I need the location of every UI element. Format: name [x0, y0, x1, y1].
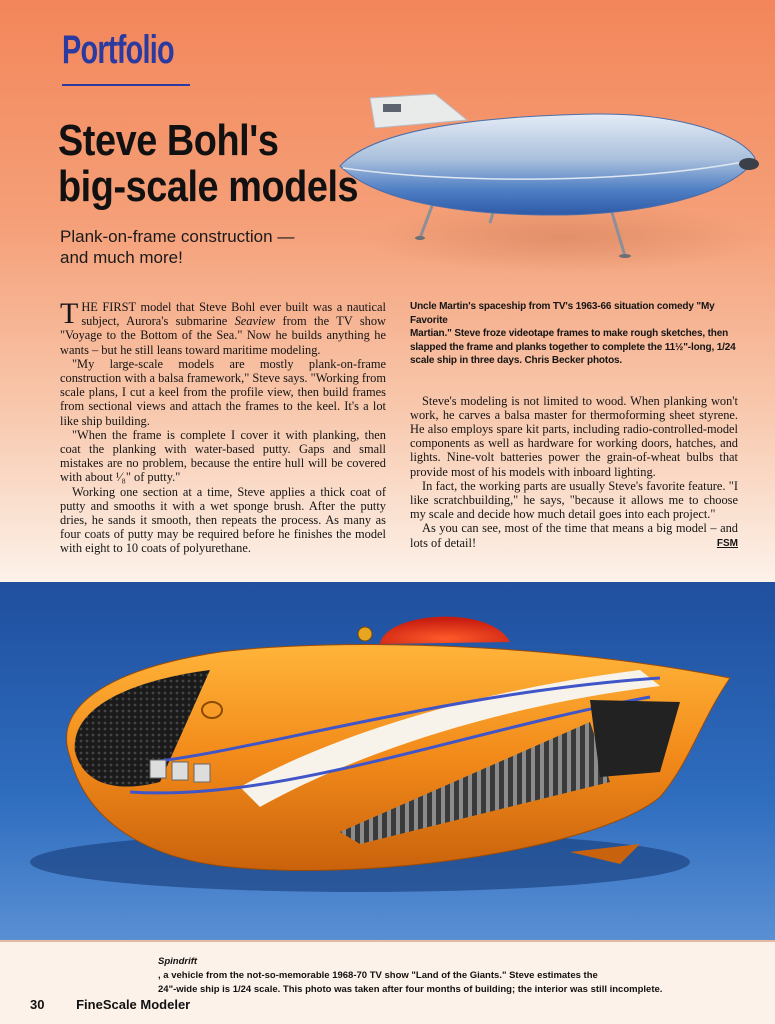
spindrift-vent — [194, 764, 210, 782]
spaceship-fin-window — [383, 104, 401, 112]
caption-band — [0, 940, 775, 942]
spindrift-vent — [150, 760, 166, 778]
spindrift-caption — [158, 955, 678, 997]
headline-line-2: big-scale models — [58, 162, 359, 211]
article-paragraph: "My large-scale models are mostly plank-on-frame construction with a balsa framework," Steve says. "Working from scale plans, I cut a keel from the profile view, then build frames from sectional views and attach the frames to the keel. It's a lot like ship building. — [60, 356, 386, 428]
caption-line-1: Spindrift , a vehicle from the not-so-memorable 1968-70 TV show "Land of the Giants." Steve estimates the — [158, 956, 598, 981]
article-paragraph: In fact, the working parts are usually Steve's favorite feature. "I like scratchbuilding," he says, "because it allows me to choose my scale and decide how much detail goes into each project." — [410, 478, 738, 522]
subhead-line-1: Plank-on-frame construction — — [60, 227, 295, 246]
subhead — [60, 226, 294, 268]
spindrift-photo — [0, 582, 775, 942]
spaceship-exhaust — [739, 158, 759, 170]
drop-cap: T — [60, 297, 79, 330]
page-footer — [30, 997, 190, 1012]
caption-line-2: 24"-wide ship is 1/24 scale. This photo was taken after four months of building; the interior was still incomplete. — [158, 984, 663, 995]
section-title: Portfolio — [62, 28, 174, 72]
spaceship-caption: Uncle Martin's spaceship from TV's 1963-66 situation comedy "My Favorite Martian." Steve froze videotape frames to make rough sketches, then slapped the frame and planks together to complete the 11½"-long, 1/24 scale ship in three days. Chris Becker photos. — [410, 301, 736, 366]
end-mark: FSM — [716, 537, 738, 549]
article-right-column — [410, 300, 738, 551]
spaceship-photo — [335, 88, 765, 283]
spaceship-foot — [415, 236, 425, 240]
spindrift-vent — [172, 762, 188, 780]
subhead-line-2: and much more! — [60, 248, 183, 267]
spaceship-foot — [619, 254, 631, 258]
spaceship-hull — [340, 114, 755, 215]
section-rule — [62, 84, 190, 86]
article-paragraph: As you can see, most of the time that means a big model – and lots of detail! — [410, 521, 738, 550]
article-paragraph: THE FIRST model that Steve Bohl ever built was a nautical subject, Aurora's submarine Seaview from the TV show "Voyage to the Bottom of the Sea." Now he builds anything he wants – but he still leans toward maritime modeling. — [60, 297, 387, 357]
spindrift-beacon — [358, 627, 372, 641]
publication-name: FineScale Modeler — [76, 997, 191, 1012]
article-paragraph: Working one section at a time, Steve applies a thick coat of putty and smooths it with a wet sponge brush. After the putty dries, he sands it smooth, then repeats the process. As many as four coats of putty may be required before he finishes the model with eight to 10 coats of polyurethane. — [60, 484, 386, 556]
article-left-column — [60, 297, 387, 556]
headline-line-1: Steve Bohl's — [58, 116, 279, 165]
page-number: 30 — [30, 997, 45, 1012]
article-paragraph: Steve's modeling is not limited to wood. When planking won't work, he carves a balsa master for thermoforming sheet styrene. He also employs spare kit parts, including radio-controlled-model components as well as hardware for working doors, hatches, and lights. Nine-volt batteries power the grain-of-wheat bulbs that provide most of his models with inboard lighting. — [410, 393, 738, 479]
article-paragraph: "When the frame is complete I cover it with planking, then coat the planking with water-based putty. Gaps and small mistakes are no problem, because the entire hull will be covered with about ¹⁄₈" of putty." — [60, 427, 386, 485]
headline — [58, 118, 358, 210]
